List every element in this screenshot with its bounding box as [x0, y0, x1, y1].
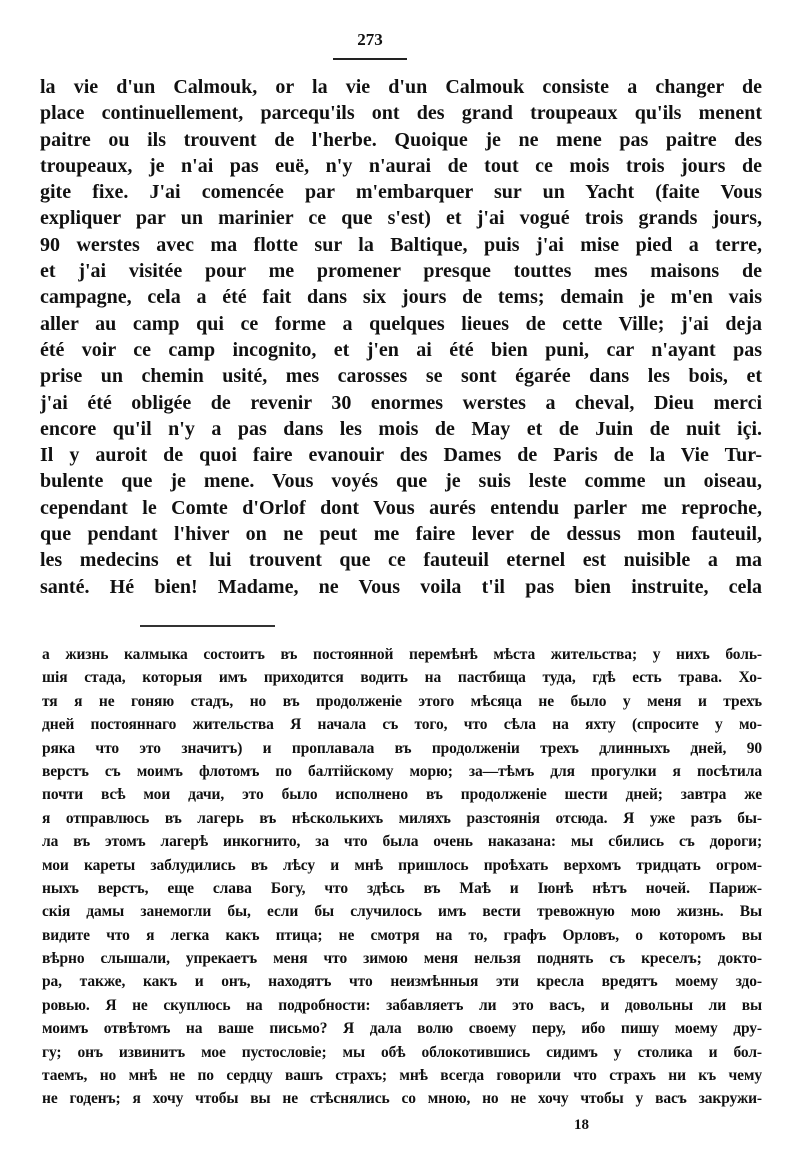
text-line: таемъ, но мнѣ не по сердцу вашъ страхъ; мнѣ всегда говорили что страхъ ни къ чему	[42, 1067, 762, 1085]
text-line: 90 werstes avec ma flotte sur la Baltique, puis j'ai mise pied a terre,	[40, 233, 762, 256]
text-line: que pendant l'hiver on ne peut me faire lever de dessus mon fauteuil,	[40, 523, 762, 546]
text-line: encore qu'il n'y a pas dans les mois de May et de Juin de nuit içi.	[40, 417, 762, 440]
text-line: ныхъ верстъ, еще слава Богу, что здѣсь въ Маѣ и Іюнѣ нѣтъ ночей. Париж-	[42, 879, 762, 897]
text-line: а жизнь калмыка состоитъ въ постоянной перемѣнѣ мѣста жительства; у нихъ боль-	[42, 646, 762, 663]
text-line: la vie d'un Calmouk, or la vie d'un Calmouk consiste a changer de	[40, 76, 762, 98]
footnote-divider	[140, 625, 275, 627]
text-line: troupeaux, je n'ai pas euë, n'y n'aurai de tout ce mois trois jours de	[40, 154, 762, 177]
text-line: мои кареты заблудились въ лѣсу и мнѣ пришлось проѣхать верхомъ тридцать огром-	[42, 856, 762, 874]
text-line: ряка что это значитъ) и проплавала въ продолженіи трехъ длинныхъ дней, 90	[42, 739, 762, 757]
text-line: et j'ai visitée pour me promener presque touttes mes maisons de	[40, 260, 762, 283]
text-line: шія стада, которыя имъ приходится водить на пастбища туда, гдѣ есть трава. Хо-	[42, 669, 762, 687]
footnote-text	[42, 643, 762, 1111]
text-line: вѣрно слышали, упрекаетъ меня что зимою меня нельзя поднять съ креселъ; докто-	[42, 950, 762, 968]
page-number: 273	[357, 30, 383, 49]
text-line: Il y auroit de quoi faire evanouir des Dames de Paris de la Vie Tur-	[40, 444, 762, 467]
text-line: почти всѣ мои дачи, это было исполнено въ продолженіе шести дней; завтра же	[42, 786, 762, 804]
text-line: гу; онъ извинитъ мое пустословіе; мы обѣ облокотившись сидимъ у столика и бол-	[42, 1043, 762, 1061]
text-line: видите что я легка какъ птица; не смотря на то, графъ Орловъ, о которомъ вы	[42, 926, 762, 944]
text-line: ла въ этомъ лагерѣ инкогнито, за что была очень наказана: мы сбились съ дороги;	[42, 833, 762, 851]
text-line: place continuellement, parcequ'ils ont des grand troupeaux qu'ils menent	[40, 102, 762, 125]
text-line: prise un chemin usité, mes carosses se sont égarée dans les bois, et	[40, 365, 762, 388]
text-line: скія дамы занемогли бы, если бы случилось имъ вести тревожную мою жизнь. Вы	[42, 903, 762, 921]
text-line: cependant le Comte d'Orlof dont Vous aurés entendu parler me reproche,	[40, 496, 762, 519]
text-line: я отправлюсь въ лагерь въ нѣсколькихъ миляхъ разстоянія отсюда. Я уже разъ бы-	[42, 809, 762, 827]
text-line: santé. Hé bien! Madame, ne Vous voila t'il pas bien instruite, cela	[40, 575, 762, 598]
text-line: не годенъ; я хочу чтобы вы не стѣснялись со мною, но не хочу чтобы у васъ закружи-	[42, 1090, 762, 1108]
text-line: expliquer par un marinier ce que s'est) et j'ai vogué trois grands jours,	[40, 207, 762, 230]
text-line: les medecins et lui trouvent que ce fauteuil eternel est nuisible a ma	[40, 549, 762, 572]
main-text	[40, 74, 762, 600]
signature-mark: 18	[574, 1117, 589, 1133]
text-line: été voir ce camp incognito, et j'en ai été bien puni, car n'ayant pas	[40, 338, 762, 361]
text-line: дней постояннаго жительства Я начала съ того, что сѣла на яхту (спросите у мо-	[42, 716, 762, 734]
text-line: ра, также, какъ и онъ, находятъ что неизмѣнныя эти кресла вредятъ моему здо-	[42, 973, 762, 991]
text-line: тя я не гоняю стадъ, но въ продолженіе этого мѣсяца не было у меня и трехъ	[42, 692, 762, 710]
text-line: aller au camp qui ce forme a quelques lieues de cette Ville; j'ai deja	[40, 312, 762, 335]
page-number-underline	[333, 58, 407, 60]
text-line: j'ai été obligée de revenir 30 enormes werstes a cheval, Dieu merci	[40, 391, 762, 414]
text-line: ровью. Я не скуплюсь на подробности: забавляетъ ли это васъ, и довольны ли вы	[42, 996, 762, 1014]
text-line: gite fixe. J'ai comencée par m'embarquer sur un Yacht (faite Vous	[40, 181, 762, 204]
text-line: моимъ отвѣтомъ на ваше письмо? Я дала волю своему перу, ибо пишу моему дру-	[42, 1020, 762, 1038]
text-line: bulente que je mene. Vous voyés que je suis leste comme un oiseau,	[40, 470, 762, 493]
text-line: campagne, cela a été fait dans six jours de tems; demain je m'en vais	[40, 286, 762, 309]
text-line: paitre ou ils trouvent de l'herbe. Quoique je ne mene pas paitre des	[40, 128, 762, 151]
text-line: верстъ съ моимъ флотомъ по балтійскому морю; за—тѣмъ для прогулки я посѣтила	[42, 762, 762, 780]
